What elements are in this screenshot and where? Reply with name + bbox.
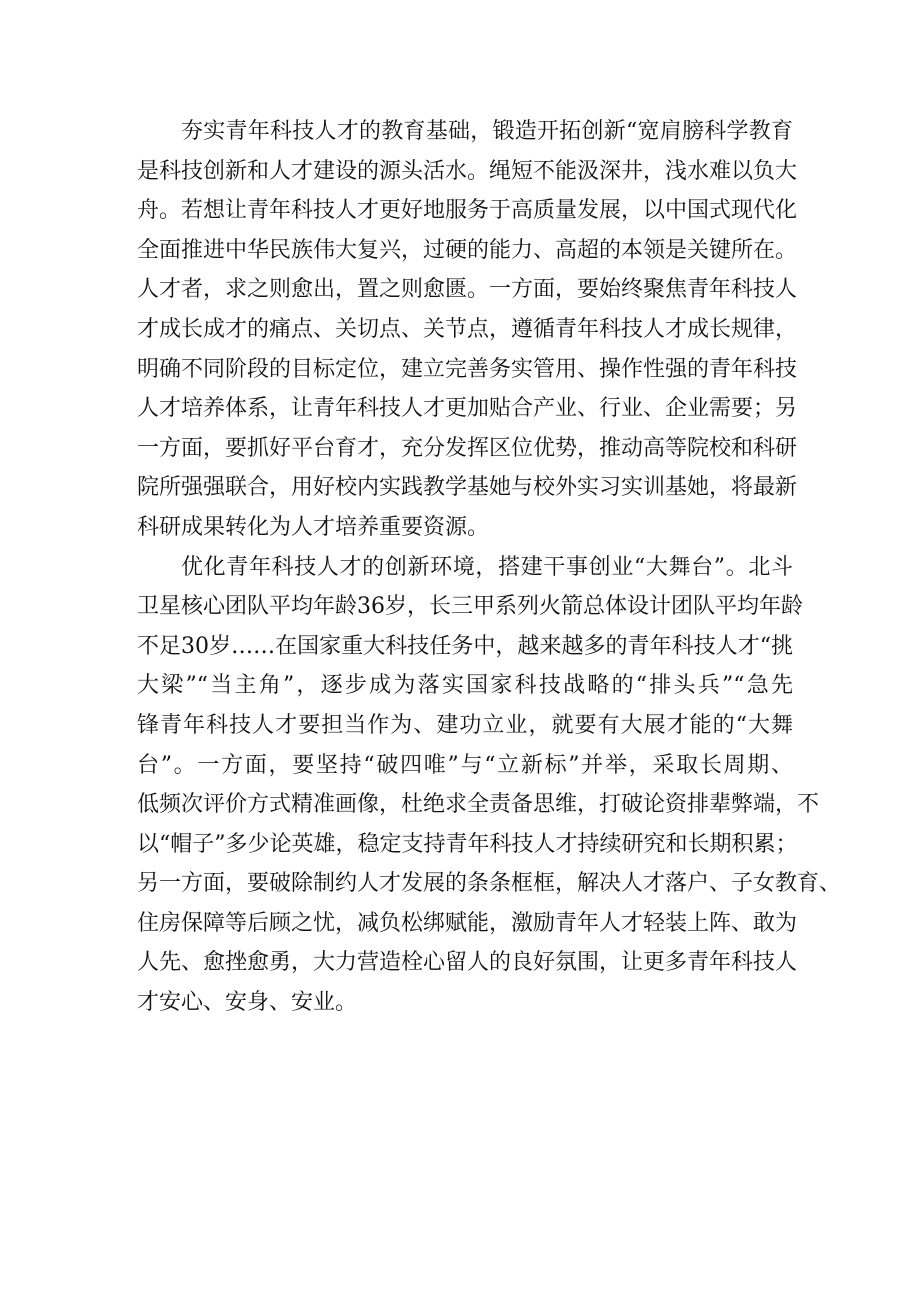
paragraph-line: 台”。一方面，要坚持“破四唯”与“立新标”并举，采取长周期、 xyxy=(137,752,793,778)
paragraph-line: 锋青年科技人才要担当作为、建功立业，就要有大展才能的“大舞 xyxy=(137,712,793,738)
paragraph-line: 以“帽子”多少论英雄，稳定支持青年科技人才持续研究和长期积累； xyxy=(137,831,798,857)
paragraph-line: 科研成果转化为人才培养重要资源。 xyxy=(137,514,490,540)
paragraph-line: 才安心、安身、安业。 xyxy=(137,990,358,1016)
document-body xyxy=(137,112,842,1023)
paragraph-line: 低频次评价方式精准画像，杜绝求全责备思维，打破论资排辈弊端，不 xyxy=(137,792,820,818)
paragraph-line: 人才者，求之则愈出，置之则愈匮。一方面，要始终聚焦青年科技人 xyxy=(137,277,798,303)
paragraph-innovation-environment xyxy=(137,548,842,1023)
paragraph-line: 住房保障等后顾之忧，减负松绑赋能，激励青年人才轻装上阵、敢为 xyxy=(137,910,798,936)
paragraph-line: 卫星核心团队平均年龄36岁，长三甲系列火箭总体设计团队平均年龄 xyxy=(137,594,803,620)
paragraph-line: 大梁”“当主角”，逐步成为落实国家科技战略的“排头兵”“急先 xyxy=(137,673,793,699)
paragraph-line: 人先、愈挫愈勇，大力营造栓心留人的良好氛围，让更多青年科技人 xyxy=(137,950,798,976)
paragraph-line: 院所强强联合，用好校内实践教学基她与校外实习实训基她，将最新 xyxy=(137,475,798,501)
paragraph-line: 不足30岁……在国家重大科技任务中，越来越多的青年科技人才“挑 xyxy=(137,633,793,659)
paragraph-line: 舟。若想让青年科技人才更好地服务于高质量发展，以中国式现代化 xyxy=(137,198,798,224)
paragraph-line: 明确不同阶段的目标定位，建立完善务实管用、操作性强的青年科技 xyxy=(137,356,798,382)
paragraph-line: 才成长成才的痛点、关切点、关节点，遵循青年科技人才成长规律， xyxy=(137,316,798,342)
paragraph-line: 人才培养体系，让青年科技人才更加贴合产业、行业、企业需要；另 xyxy=(137,396,798,422)
paragraph-talent-education xyxy=(137,112,798,548)
paragraph-line: 夯实青年科技人才的教育基础，锻造开拓创新“宽肩膀科学教育 xyxy=(181,119,793,144)
paragraph-line: 是科技创新和人才建设的源头活水。绳短不能汲深井，浅水难以负大 xyxy=(137,158,798,184)
paragraph-line: 全面推进中华民族伟大复兴，过硬的能力、高超的本领是关键所在。 xyxy=(137,237,798,263)
paragraph-line: 一方面，要抓好平台育才，充分发挥区位优势，推动高等院校和科研 xyxy=(137,435,798,461)
paragraph-line: 优化青年科技人才的创新环境，搭建干事创业“大舞台”。北斗 xyxy=(181,554,793,580)
paragraph-line: 另一方面，要破除制约人才发展的条条框框，解决人才落户、子女教育、 xyxy=(137,871,842,897)
